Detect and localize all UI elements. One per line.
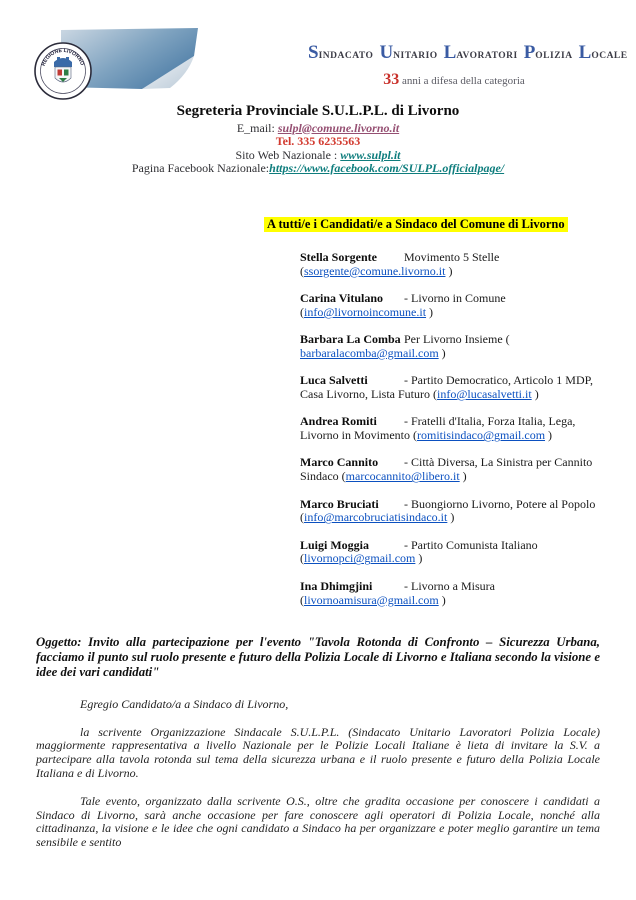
contact-email-line (0, 122, 636, 136)
candidate-email-prefix: Livorno in Movimento ( (300, 428, 417, 443)
tagline-text: anni a difesa della categoria (399, 75, 525, 87)
recipient-banner: A tutti/e i Candidati/e a Sindaco del Comune di Livorno (264, 217, 568, 232)
contact-tel: Tel. 335 6235563 (275, 134, 361, 149)
candidate-name: Barbara La Comba (300, 332, 401, 347)
email-label: E_mail: (236, 120, 278, 135)
brand-word: UNITARIO (379, 42, 438, 63)
candidate-entry (300, 292, 612, 320)
candidate-entry (300, 374, 612, 402)
candidate-name: Ina Dhimgjini (300, 578, 373, 593)
candidate-name: Marco Cannito (300, 455, 379, 470)
candidate-entry (300, 251, 612, 279)
candidate-party: - Livorno a Misura (404, 578, 495, 593)
header-brand-block (308, 42, 628, 89)
candidate-email-suffix: ) (445, 263, 453, 278)
candidate-entry (300, 456, 612, 484)
brand-word: POLIZIA (523, 42, 573, 63)
candidate-email-prefix: Casa Livorno, Lista Futuro ( (300, 387, 437, 402)
paragraph-1: la scrivente Organizzazione Sindacale S.U.L.P.L. (Sindacato Unitario Lavoratori Polizia Locale) maggiormente rappresentativa a livello Nazionale per le Polizie Locali Italiane è lieta di invitare la S.V. a partecipare alla tavola rotonda sul tema della sicurezza urbana e il ruolo presente e futuro della Polizia Locale Italiana e di Livorno. (36, 724, 600, 780)
candidate-email-suffix: ) (426, 304, 434, 319)
candidate-party: Movimento 5 Stelle (404, 250, 500, 264)
contact-title: Segreteria Provinciale S.U.L.P.L. di Livorno (176, 103, 460, 119)
candidate-email-prefix: ( (300, 510, 304, 525)
candidate-entry (300, 539, 612, 567)
candidate-entry (300, 580, 612, 608)
contact-site-line (0, 149, 636, 163)
candidate-email-link[interactable]: info@marcobruciatisindaco.it (304, 510, 448, 525)
candidate-email-link[interactable]: barbaralacomba@gmail.com (300, 345, 439, 360)
candidate-email-suffix: ) (438, 592, 446, 607)
candidate-name: Stella Sorgente (300, 250, 377, 264)
candidate-email-link[interactable]: marcocannito@libero.it (345, 469, 460, 484)
brand-tagline (308, 71, 600, 89)
candidate-entry (300, 333, 612, 361)
facebook-link[interactable]: https://www.facebook.com/SULPL.officialpage/ (269, 161, 505, 176)
candidate-entry (300, 415, 612, 443)
facebook-label: Pagina Facebook Nazionale: (131, 161, 270, 176)
site-link[interactable]: www.sulpl.it (340, 147, 401, 162)
candidate-email-link[interactable]: livornopci@gmail.com (304, 551, 416, 566)
candidate-party: - Partito Democratico, Articolo 1 MDP, (404, 373, 593, 388)
candidate-email-prefix: ( (300, 592, 304, 607)
brand-word: SINDACATO (308, 42, 374, 63)
candidate-party: - Fratelli d'Italia, Forza Italia, Lega, (404, 414, 576, 429)
email-link[interactable]: sulpl@comune.livorno.it (277, 120, 400, 135)
brand-title (308, 42, 628, 64)
candidate-email-link[interactable]: info@lucasalvetti.it (436, 387, 532, 402)
candidate-email-link[interactable]: info@livornoincomune.it (304, 304, 427, 319)
candidate-email-link[interactable]: romitisindaco@gmail.com (417, 428, 546, 443)
candidate-email-prefix: ( (300, 263, 304, 278)
candidate-email-suffix: ) (415, 551, 423, 566)
contact-block (0, 105, 636, 176)
candidate-list (300, 251, 612, 621)
candidate-party: - Città Diversa, La Sinistra per Cannito (404, 455, 593, 470)
letter-body (36, 635, 600, 850)
candidate-email-link[interactable]: livornoamisura@gmail.com (304, 592, 439, 607)
candidate-name: Luigi Moggia (300, 537, 370, 552)
contact-facebook-line (0, 162, 636, 176)
candidate-email-prefix: ( (300, 304, 304, 319)
site-label: Sito Web Nazionale : (235, 147, 341, 162)
tagline-number: 33 (383, 71, 400, 88)
brand-word: LOCALE (578, 42, 628, 63)
candidate-name: Luca Salvetti (300, 373, 368, 388)
candidate-party: - Partito Comunista Italiano (404, 537, 538, 552)
candidate-email-prefix: Sindaco ( (300, 469, 346, 484)
logo-banner-graphic (30, 26, 205, 104)
candidate-name: Carina Vitulano (300, 291, 384, 306)
candidate-party: Per Livorno Insieme ( (404, 332, 510, 347)
candidate-name: Andrea Romiti (300, 414, 377, 429)
candidate-email-link[interactable]: ssorgente@comune.livorno.it (304, 263, 446, 278)
brand-word: LAVORATORI (443, 42, 518, 63)
candidate-email-suffix: ) (438, 345, 446, 360)
candidate-email-suffix: ) (447, 510, 455, 525)
salutation: Egregio Candidato/a a Sindaco di Livorno, (80, 696, 289, 711)
sulpl-emblem (35, 43, 91, 99)
candidate-email-suffix: ) (531, 387, 539, 402)
candidate-name: Marco Bruciati (300, 496, 379, 511)
candidate-entry (300, 498, 612, 526)
sulpl-logo (30, 26, 205, 104)
candidate-email-suffix: ) (459, 469, 467, 484)
candidate-party: - Buongiorno Livorno, Potere al Popolo (404, 496, 596, 511)
subject-line: Oggetto: Invito alla partecipazione per l'evento "Tavola Rotonda di Confronto – Sicurezza Urbana, facciamo il punto sul ruolo presente e futuro della Polizia Locale di Livorno e Italiana secondo la visione e idee dei vari candidati" (36, 635, 600, 680)
candidate-party: - Livorno in Comune (404, 291, 506, 306)
candidate-email-prefix: ( (300, 551, 304, 566)
svg-text:REGIONE LIVORNO: REGIONE LIVORNO (40, 47, 86, 67)
candidate-email-suffix: ) (545, 428, 553, 443)
paragraph-2: Tale evento, organizzato dalla scrivente O.S., oltre che gradita occasione per conoscere i candidati a Sindaco di Livorno, sarà anche occasione per fare conoscere agli operatori di Polizia Locale, nonché alla cittadinanza, la visione e le idee che ogni candidato a Sindaco ha per organizzare e poter meglio garantire un tema sensibile e sentito (36, 793, 600, 850)
